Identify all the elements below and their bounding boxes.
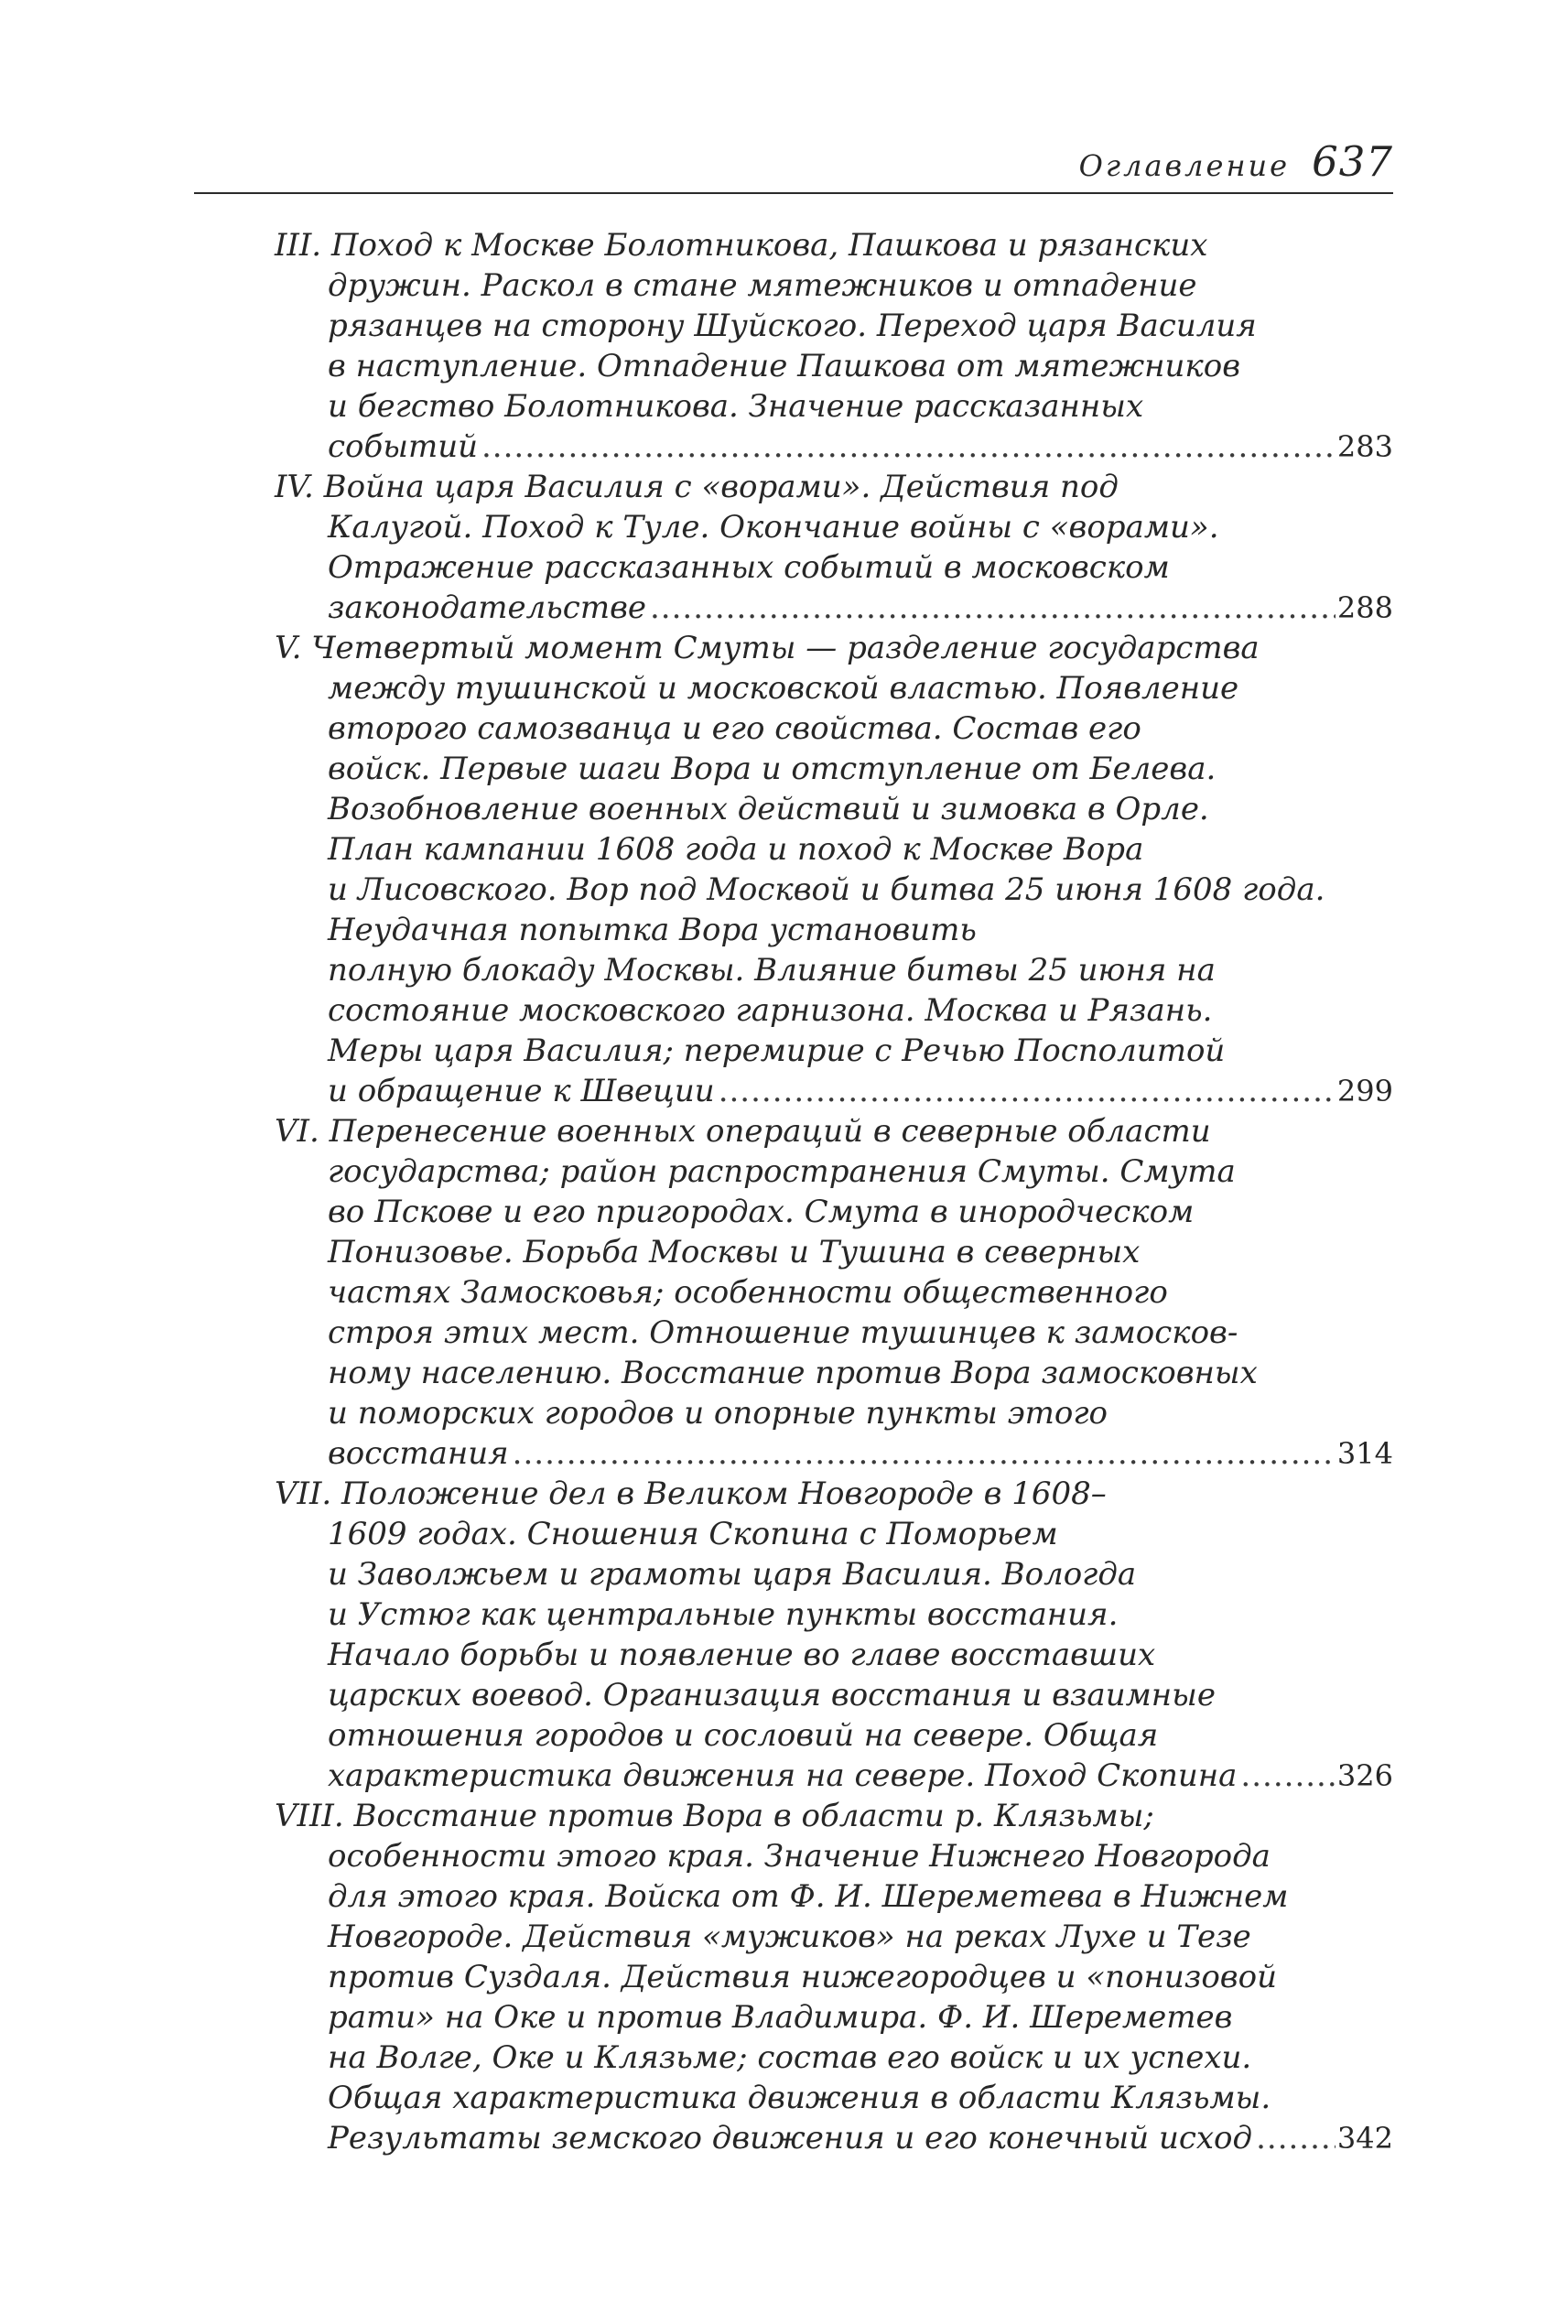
toc-entry-text: Результаты земского движения и его конечный исход bbox=[328, 2120, 1253, 2156]
toc-entry-line: частях Замосковья; особенности общественного bbox=[328, 1274, 1168, 1311]
toc-entry-line: План кампании 1608 года и поход к Москве Вора bbox=[328, 831, 1144, 868]
toc-entry-first-line: V. Четвертый момент Смуты — разделение государства bbox=[275, 630, 1260, 666]
toc-entry-line: второго самозванца и его свойства. Состав его bbox=[328, 710, 1141, 747]
toc-entry-line: войск. Первые шаги Вора и отступление от Белева. bbox=[328, 751, 1217, 787]
toc-entry-line: государства; район распространения Смуты. Смута bbox=[328, 1153, 1236, 1190]
toc-entry-line bbox=[275, 1756, 1393, 1796]
toc-entry-page-number: 283 bbox=[1336, 429, 1393, 464]
toc-entry bbox=[275, 467, 1393, 628]
toc-entry-text: событий bbox=[328, 428, 478, 465]
toc-entry-text: восстания bbox=[328, 1435, 509, 1472]
toc-entry-line: Новгороде. Действия «мужиков» на реках Лухе и Тезе bbox=[328, 1919, 1251, 1955]
toc-entry-text: и обращение к Швеции bbox=[328, 1073, 715, 1109]
toc-entry-text: законодательстве bbox=[328, 589, 646, 626]
toc-entry-line: дружин. Раскол в стане мятежников и отпадение bbox=[328, 267, 1197, 304]
toc-entry-line: и Устюг как центральные пункты восстания. bbox=[328, 1596, 1119, 1633]
toc-entry-page-number: 342 bbox=[1336, 2121, 1393, 2156]
toc-entry-line: особенности этого края. Значение Нижнего Новгорода bbox=[328, 1838, 1271, 1875]
toc-entry-line: и бегство Болотникова. Значение рассказанных bbox=[328, 388, 1144, 425]
toc-entry bbox=[275, 1474, 1393, 1796]
toc-entry-first-line: VII. Положение дел в Великом Новгороде в 1608– bbox=[275, 1475, 1107, 1512]
toc-entry-text: характеристика движения на севере. Поход Скопина bbox=[328, 1757, 1238, 1794]
toc-entry-line: и Заволжьем и грамоты царя Василия. Вологда bbox=[328, 1556, 1137, 1593]
toc-entry-line bbox=[275, 1433, 1393, 1474]
toc-entry-line: ному населению. Восстание против Вора замосковных bbox=[328, 1355, 1258, 1391]
toc-entry-page-number: 299 bbox=[1336, 1074, 1393, 1108]
toc-entry-line: царских воевод. Организация восстания и взаимные bbox=[328, 1677, 1216, 1713]
toc-entry-line: полную блокаду Москвы. Влияние битвы 25 июня на bbox=[328, 952, 1216, 989]
toc-entry-first-line: III. Поход к Москве Болотникова, Пашкова и рязанских bbox=[275, 227, 1208, 264]
running-head-title: Оглавление bbox=[1078, 148, 1291, 183]
toc-entry-line: в наступление. Отпадение Пашкова от мятежников bbox=[328, 348, 1240, 384]
toc-entry bbox=[275, 1796, 1393, 2158]
toc-entry-line: во Пскове и его пригородах. Смута в инородческом bbox=[328, 1194, 1195, 1230]
toc-entry-first-line: VIII. Восстание против Вора в области р. Клязьмы; bbox=[275, 1798, 1154, 1834]
toc-entry-line: 1609 годах. Сношения Скопина с Поморьем bbox=[328, 1516, 1058, 1552]
toc-entry bbox=[275, 1111, 1393, 1474]
toc-entry bbox=[275, 225, 1393, 467]
toc-entry-line: против Суздаля. Действия нижегородцев и «понизовой bbox=[328, 1959, 1277, 1995]
toc-entry-first-line: IV. Война царя Василия с «ворами». Действия под bbox=[275, 469, 1119, 505]
toc-entry-line: Отражение рассказанных событий в московском bbox=[328, 549, 1170, 586]
dot-leader bbox=[1252, 2118, 1336, 2158]
toc-entry-line: Начало борьбы и появление во главе восставших bbox=[328, 1637, 1156, 1673]
toc-entry-line: на Волге, Оке и Клязьме; состав его войск и их успехи. bbox=[328, 2039, 1252, 2076]
dot-leader bbox=[715, 1071, 1336, 1111]
toc-entry-line bbox=[275, 1071, 1393, 1111]
toc-entry-line: для этого края. Войска от Ф. И. Шереметева в Нижнем bbox=[328, 1878, 1289, 1915]
toc-entry-line: рати» на Оке и против Владимира. Ф. И. Шереметев bbox=[328, 1999, 1233, 2036]
toc-entry-line: и Лисовского. Вор под Москвой и битва 25 июня 1608 года. bbox=[328, 871, 1325, 908]
dot-leader bbox=[509, 1433, 1336, 1474]
toc-entry-page-number: 326 bbox=[1336, 1758, 1393, 1793]
toc-entry-page-number: 314 bbox=[1336, 1436, 1393, 1471]
table-of-contents bbox=[275, 225, 1393, 2158]
toc-entry-line: Понизовье. Борьба Москвы и Тушина в северных bbox=[328, 1234, 1141, 1270]
toc-entry-line: между тушинской и московской властью. Появление bbox=[328, 670, 1239, 707]
header-rule bbox=[194, 192, 1393, 194]
toc-entry-line bbox=[275, 588, 1393, 628]
toc-entry-line: Возобновление военных действий и зимовка в Орле. bbox=[328, 791, 1209, 827]
dot-leader bbox=[646, 588, 1336, 628]
toc-entry-page-number: 288 bbox=[1336, 590, 1393, 625]
dot-leader bbox=[478, 427, 1336, 467]
toc-entry-line: Общая характеристика движения в области Клязьмы. bbox=[328, 2080, 1271, 2116]
running-head bbox=[194, 137, 1393, 186]
toc-entry-line: и поморских городов и опорные пункты этого bbox=[328, 1395, 1108, 1432]
page-number: 637 bbox=[1312, 137, 1393, 186]
toc-entry-line: отношения городов и сословий на севере. Общая bbox=[328, 1717, 1159, 1754]
toc-entry-line: рязанцев на сторону Шуйского. Переход царя Василия bbox=[328, 308, 1257, 344]
toc-entry bbox=[275, 628, 1393, 1111]
toc-entry-line: Меры царя Василия; перемирие с Речью Посполитой bbox=[328, 1032, 1226, 1069]
dot-leader bbox=[1237, 1756, 1336, 1796]
toc-entry-line bbox=[275, 2118, 1393, 2158]
toc-entry-line: Неудачная попытка Вора установить bbox=[328, 912, 977, 948]
toc-entry-line: состояние московского гарнизона. Москва и Рязань. bbox=[328, 992, 1213, 1029]
toc-entry-line: строя этих мест. Отношение тушинцев к замосков- bbox=[328, 1314, 1238, 1351]
toc-entry-line: Калугой. Поход к Туле. Окончание войны с «ворами». bbox=[328, 509, 1219, 546]
toc-entry-line bbox=[275, 427, 1393, 467]
toc-entry-first-line: VI. Перенесение военных операций в северные области bbox=[275, 1113, 1211, 1150]
